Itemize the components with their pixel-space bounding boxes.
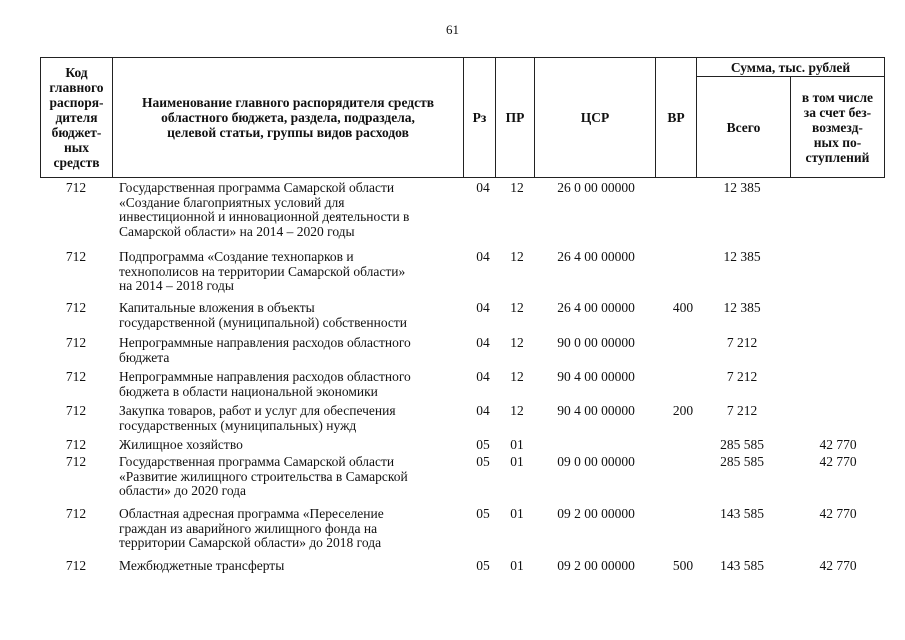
cell-name: Государственная программа Самарской области «Создание благоприятных условий для инвестиционной и инновационной деятельности в Самарской области» на 2014 – 2020 годы	[119, 180, 410, 239]
cell-code: 712	[65, 180, 87, 195]
cell-pr: 12	[510, 403, 524, 418]
cell-pr: 01	[510, 558, 524, 573]
cell-code: 712	[65, 403, 87, 418]
cell-code: 712	[65, 454, 87, 469]
cell-pr: 12	[510, 300, 524, 315]
cell-total: 12 385	[723, 180, 761, 195]
header-code: Код главного распоря- дителя бюджет- ных средств	[40, 57, 113, 178]
header-pr: ПР	[495, 57, 535, 178]
cell-name: Непрограммные направления расходов областного бюджета в области национальной экономики	[119, 369, 411, 399]
cell-total: 7 212	[726, 369, 758, 384]
cell-rz: 05	[476, 454, 490, 469]
cell-code: 712	[65, 437, 87, 452]
cell-code: 712	[65, 558, 87, 573]
header-name: Наименование главного распорядителя средств областного бюджета, раздела, подраздела, целевой статьи, группы видов расходов	[112, 57, 464, 178]
cell-pr: 01	[510, 437, 524, 452]
cell-rz: 05	[476, 558, 490, 573]
cell-rz: 04	[476, 403, 490, 418]
cell-free: 42 770	[819, 454, 857, 469]
cell-code: 712	[65, 300, 87, 315]
header-free: в том числе за счет без- возмезд- ных по- ступлений	[790, 76, 885, 178]
cell-total: 285 585	[720, 454, 764, 469]
cell-total: 7 212	[726, 335, 758, 350]
cell-rz: 05	[476, 437, 490, 452]
cell-csr: 26 4 00 00000	[557, 300, 635, 315]
cell-csr: 26 0 00 00000	[557, 180, 635, 195]
cell-pr: 01	[510, 454, 524, 469]
cell-pr: 01	[510, 506, 524, 521]
cell-vr: 500	[672, 558, 694, 573]
cell-free: 42 770	[819, 558, 857, 573]
cell-code: 712	[65, 335, 87, 350]
cell-pr: 12	[510, 335, 524, 350]
cell-code: 712	[65, 506, 87, 521]
cell-name: Подпрограмма «Создание технопарков и технополисов на территории Самарской области» на 2014 – 2018 годы	[119, 249, 406, 293]
cell-csr: 90 4 00 00000	[557, 403, 635, 418]
cell-total: 12 385	[723, 300, 761, 315]
cell-total: 7 212	[726, 403, 758, 418]
cell-name: Непрограммные направления расходов областного бюджета	[119, 335, 411, 365]
page-number: 61	[446, 22, 459, 37]
cell-code: 712	[65, 369, 87, 384]
cell-total: 143 585	[720, 558, 764, 573]
cell-pr: 12	[510, 249, 524, 264]
cell-name: Областная адресная программа «Переселение граждан из аварийного жилищного фонда на территории Самарской области» до 2018 года	[119, 506, 384, 550]
cell-total: 143 585	[720, 506, 764, 521]
cell-name: Жилищное хозяйство	[119, 437, 243, 452]
header-csr: ЦСР	[534, 57, 656, 178]
cell-name: Государственная программа Самарской области «Развитие жилищного строительства в Самарской области» до 2020 года	[119, 454, 408, 498]
cell-pr: 12	[510, 369, 524, 384]
header-vr: ВР	[655, 57, 697, 178]
cell-free: 42 770	[819, 437, 857, 452]
cell-free: 42 770	[819, 506, 857, 521]
cell-name: Закупка товаров, работ и услуг для обеспечения государственных (муниципальных) нужд	[119, 403, 396, 433]
cell-csr: 09 2 00 00000	[557, 506, 635, 521]
cell-csr: 09 2 00 00000	[557, 558, 635, 573]
cell-csr: 90 4 00 00000	[557, 369, 635, 384]
cell-csr: 90 0 00 00000	[557, 335, 635, 350]
cell-name: Межбюджетные трансферты	[119, 558, 285, 573]
cell-code: 712	[65, 249, 87, 264]
cell-csr: 26 4 00 00000	[557, 249, 635, 264]
cell-vr: 400	[672, 300, 694, 315]
cell-pr: 12	[510, 180, 524, 195]
cell-rz: 04	[476, 300, 490, 315]
cell-rz: 04	[476, 335, 490, 350]
cell-csr: 09 0 00 00000	[557, 454, 635, 469]
header-rz: Рз	[463, 57, 496, 178]
cell-total: 12 385	[723, 249, 761, 264]
cell-rz: 04	[476, 180, 490, 195]
cell-rz: 04	[476, 249, 490, 264]
cell-rz: 05	[476, 506, 490, 521]
header-total: Всего	[696, 76, 791, 178]
cell-total: 285 585	[720, 437, 764, 452]
cell-name: Капитальные вложения в объекты государственной (муниципальной) собственности	[119, 300, 408, 330]
cell-vr: 200	[672, 403, 694, 418]
header-sum: Сумма, тыс. рублей	[696, 57, 885, 77]
cell-rz: 04	[476, 369, 490, 384]
